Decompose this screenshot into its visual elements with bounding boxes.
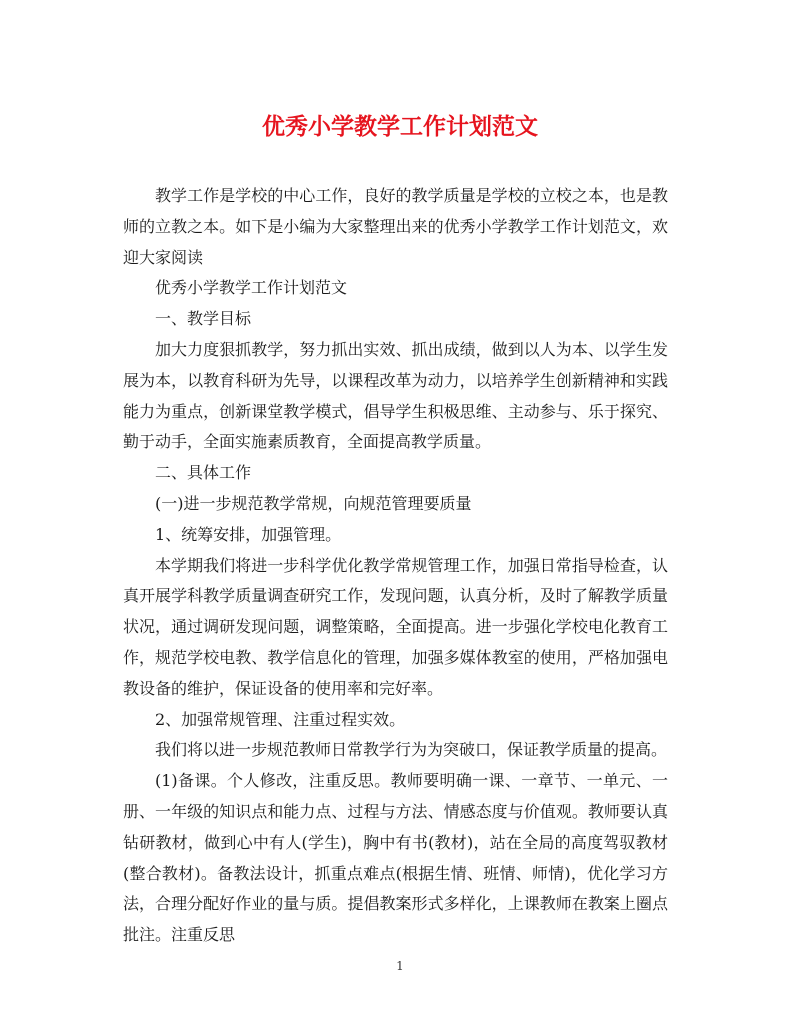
- paragraph-lesson-prep: (1)备课。个人修改，注重反思。教师要明确一课、一章节、一单元、一册、一年级的知识点和能力点、过程与方法、情感态度与价值观。教师要认真钻研教材，做到心中有人(学生)，胸中有书(教材)，站在全局的高度驾驭教材(整合教材)。备教法设计，抓重点难点(根据生情、班情、师情)，优化学习方法，合理分配好作业的量与质。提倡教案形式多样化，上课教师在教案上圈点批注。注重反思: [123, 771, 668, 945]
- paragraph-subtitle: 优秀小学教学工作计划范文: [155, 278, 348, 298]
- page-number: 1: [396, 959, 404, 973]
- section-heading-work: 二、具体工作: [155, 463, 252, 483]
- document-body: [123, 181, 668, 951]
- subsection-heading-1: (一)进一步规范教学常规，向规范管理要质量: [155, 493, 472, 513]
- paragraph-intro: 教学工作是学校的中心工作，良好的教学质量是学校的立校之本，也是教师的立教之本。如下是小编为大家整理出来的优秀小学教学工作计划范文，欢迎大家阅读: [123, 186, 668, 267]
- item-heading-1: 1、统筹安排，加强管理。: [155, 524, 342, 544]
- paragraph-standards: 我们将以进一步规范教师日常教学行为为突破口，保证教学质量的提高。: [155, 740, 668, 760]
- document-title: 优秀小学教学工作计划范文: [262, 113, 538, 140]
- paragraph-management: 本学期我们将进一步科学优化教学常规管理工作，加强日常指导检查，认真开展学科教学质量调查研究工作，发现问题，认真分析，及时了解教学质量状况，通过调研发现问题，调整策略，全面提高。进一步强化学校电化教育工作，规范学校电教、教学信息化的管理，加强多媒体教室的使用，严格加强电教设备的维护，保证设备的使用率和完好率。: [123, 555, 668, 698]
- item-heading-2: 2、加强常规管理、注重过程实效。: [155, 709, 406, 729]
- paragraph-goals: 加大力度狠抓教学，努力抓出实效、抓出成绩，做到以人为本、以学生发展为本，以教育科研为先导，以课程改革为动力，以培养学生创新精神和实践能力为重点，创新课堂教学模式，倡导学生积极思维、主动参与、乐于探究、勤于动手，全面实施素质教育，全面提高教学质量。: [123, 339, 668, 452]
- section-heading-goals: 一、教学目标: [155, 309, 252, 329]
